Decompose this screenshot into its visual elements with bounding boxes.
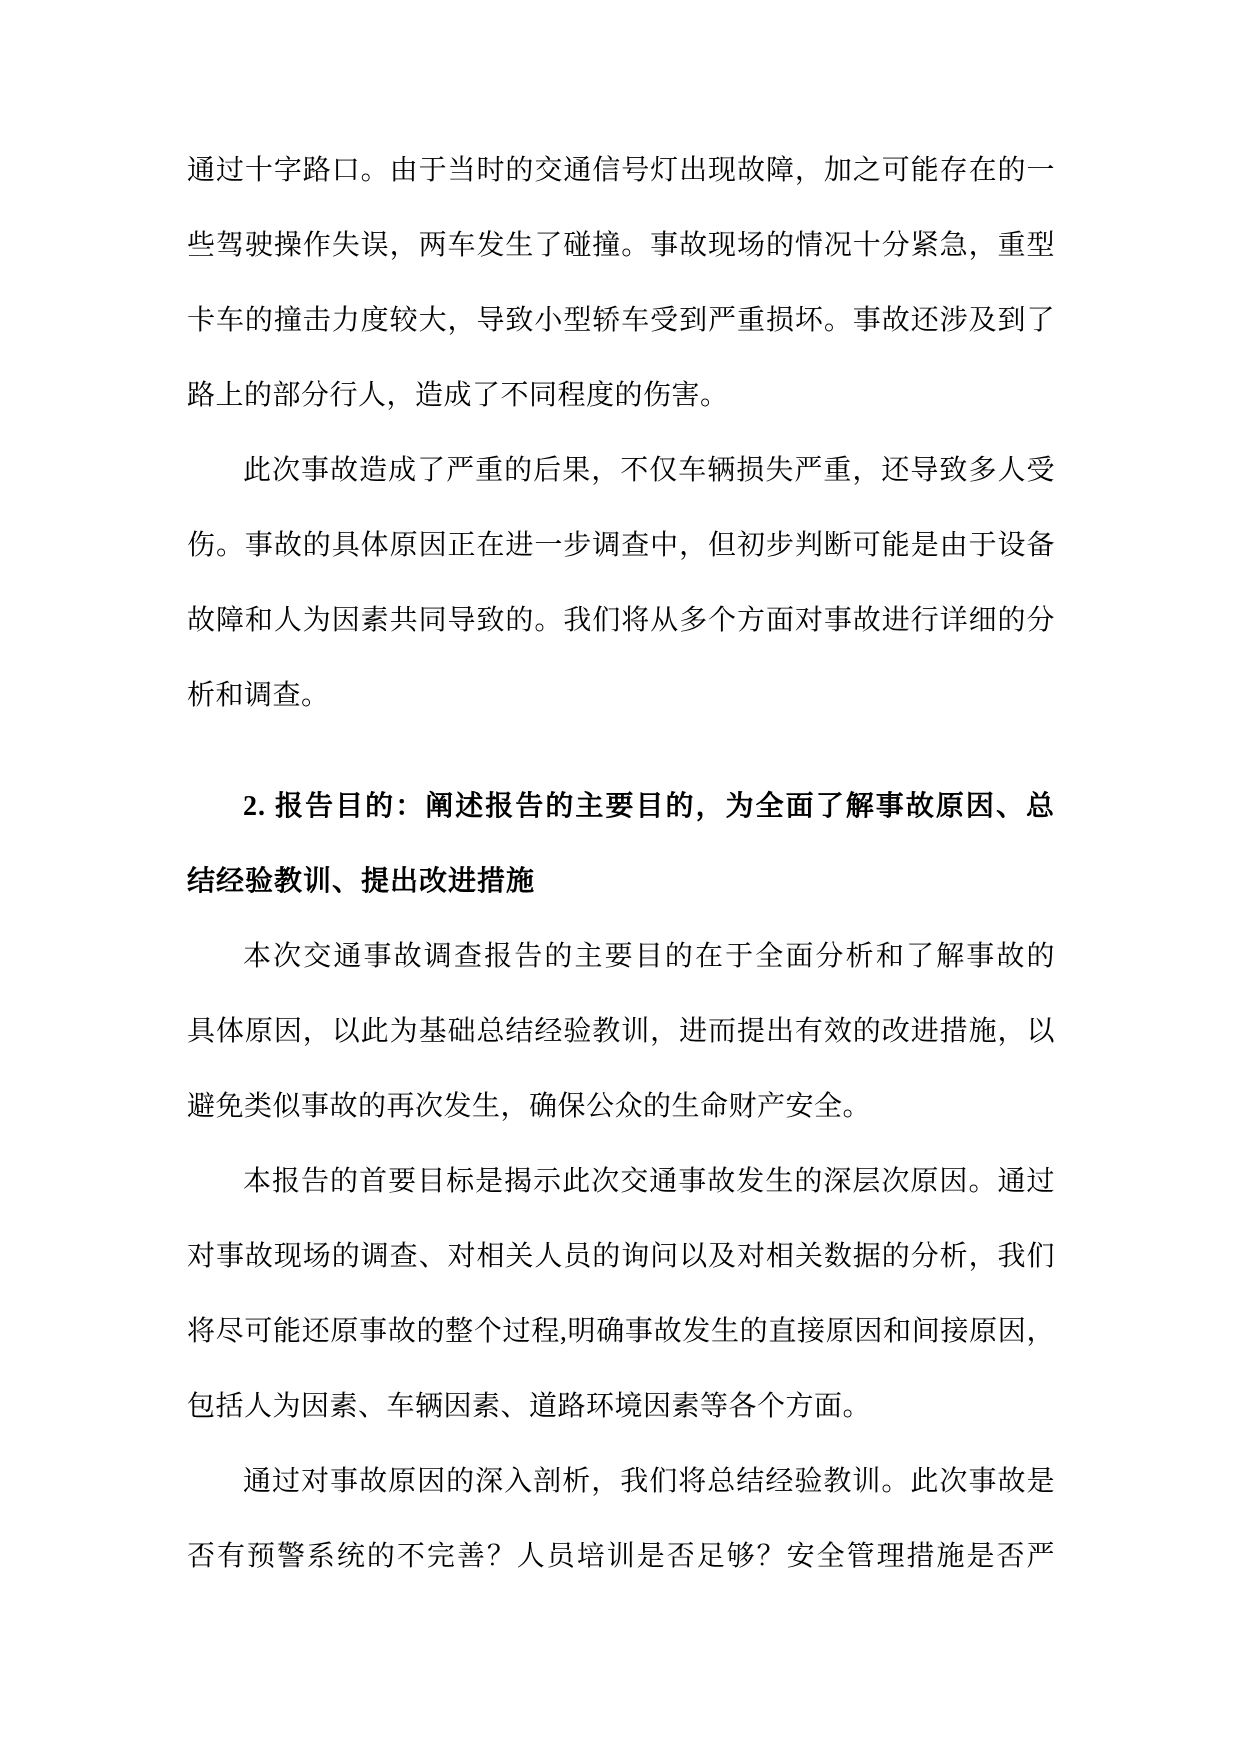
paragraph-line: 本报告的首要目标是揭示此次交通事故发生的深层次原因。通过 bbox=[243, 1166, 1055, 1197]
paragraph-line: 通过对事故原因的深入剖析，我们将总结经验教训。此次事故是 bbox=[243, 1466, 1055, 1497]
paragraph-line: 将尽可能还原事故的整个过程,明确事故发生的直接原因和间接原因， bbox=[187, 1316, 1055, 1347]
paragraph-line: 具体原因，以此为基础总结经验教训，进而提出有效的改进措施，以 bbox=[187, 1016, 1055, 1047]
section-heading-line: 结经验教训、提出改进措施 bbox=[187, 866, 536, 897]
paragraph-line: 本次交通事故调查报告的主要目的在于全面分析和了解事故的 bbox=[243, 941, 1055, 972]
paragraph-line: 卡车的撞击力度较大，导致小型轿车受到严重损坏。事故还涉及到了 bbox=[187, 305, 1055, 336]
paragraph-line: 此次事故造成了严重的后果，不仅车辆损失严重，还导致多人受 bbox=[243, 455, 1055, 486]
paragraph-line: 通过十字路口。由于当时的交通信号灯出现故障，加之可能存在的一 bbox=[187, 155, 1055, 186]
paragraph-line: 析和调查。 bbox=[187, 680, 330, 711]
document-body bbox=[187, 133, 1055, 1594]
paragraph-line: 些驾驶操作失误，两车发生了碰撞。事故现场的情况十分紧急，重型 bbox=[187, 230, 1055, 261]
paragraph-line: 否有预警系统的不完善？人员培训是否足够？安全管理措施是否严 bbox=[187, 1541, 1055, 1572]
paragraph-line: 伤。事故的具体原因正在进一步调查中，但初步判断可能是由于设备 bbox=[187, 530, 1055, 561]
paragraph-line: 避免类似事故的再次发生，确保公众的生命财产安全。 bbox=[187, 1091, 872, 1122]
paragraph-line: 故障和人为因素共同导致的。我们将从多个方面对事故进行详细的分 bbox=[187, 605, 1055, 636]
paragraph-line: 路上的部分行人，造成了不同程度的伤害。 bbox=[187, 380, 729, 411]
paragraph-line: 包括人为因素、车辆因素、道路环境因素等各个方面。 bbox=[187, 1391, 872, 1422]
section-heading-line: 2. 报告目的：阐述报告的主要目的，为全面了解事故原因、总 bbox=[243, 791, 1055, 822]
paragraph-line: 对事故现场的调查、对相关人员的询问以及对相关数据的分析，我们 bbox=[187, 1241, 1055, 1272]
